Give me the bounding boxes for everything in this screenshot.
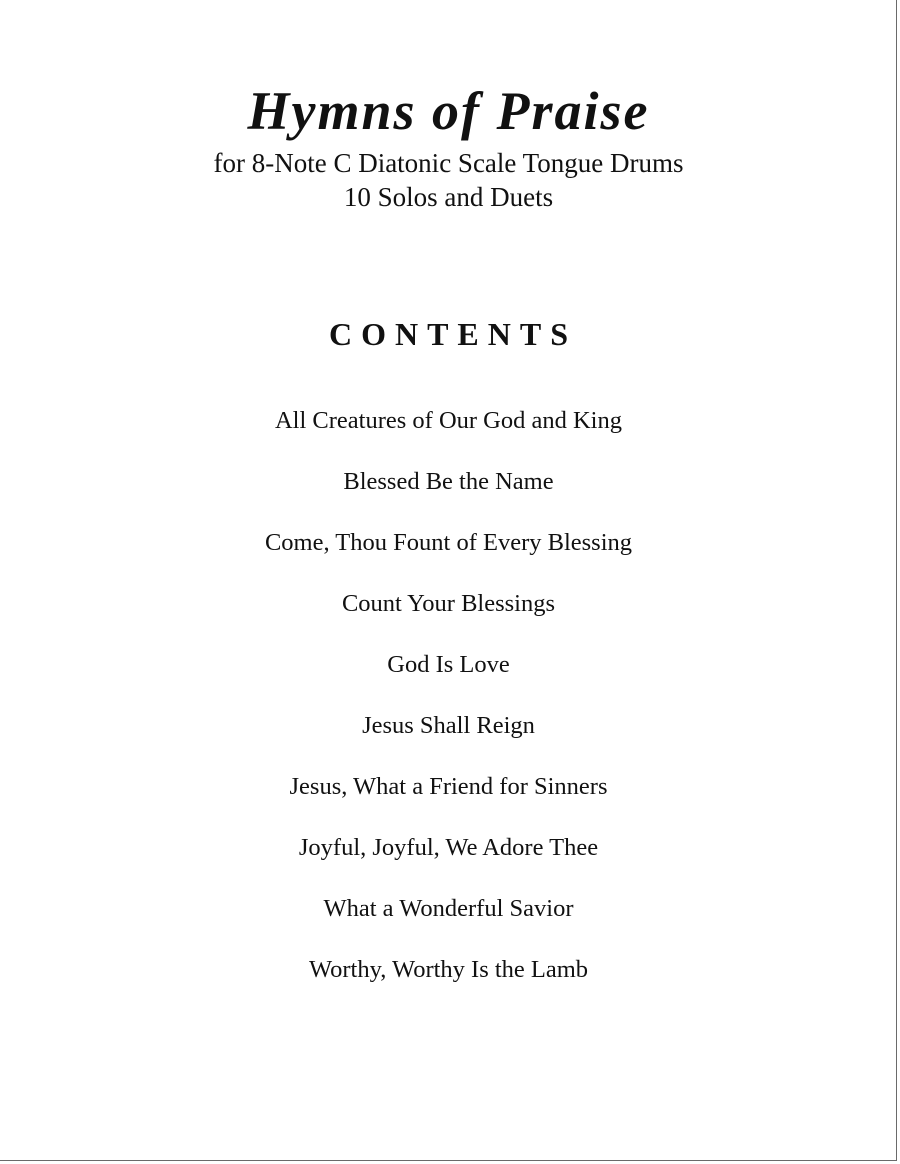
book-description: 10 Solos and Duets bbox=[343, 182, 554, 212]
toc-item: Come, Thou Fount of Every Blessing bbox=[264, 529, 633, 556]
toc-item: Blessed Be the Name bbox=[343, 468, 554, 495]
toc-item: Joyful, Joyful, We Adore Thee bbox=[298, 834, 599, 861]
toc-item: What a Wonderful Savior bbox=[323, 895, 574, 922]
contents-heading: CONTENTS bbox=[328, 316, 578, 352]
book-title: Hymns of Praise bbox=[247, 81, 650, 141]
table-of-contents bbox=[0, 402, 897, 1012]
toc-item: All Creatures of Our God and King bbox=[274, 407, 622, 434]
book-subtitle: for 8-Note C Diatonic Scale Tongue Drums bbox=[213, 148, 684, 178]
toc-item: Count Your Blessings bbox=[341, 590, 556, 617]
toc-item: God Is Love bbox=[387, 651, 510, 678]
toc-item: Jesus Shall Reign bbox=[362, 712, 535, 739]
toc-item: Jesus, What a Friend for Sinners bbox=[289, 773, 608, 800]
toc-item: Worthy, Worthy Is the Lamb bbox=[308, 956, 589, 983]
